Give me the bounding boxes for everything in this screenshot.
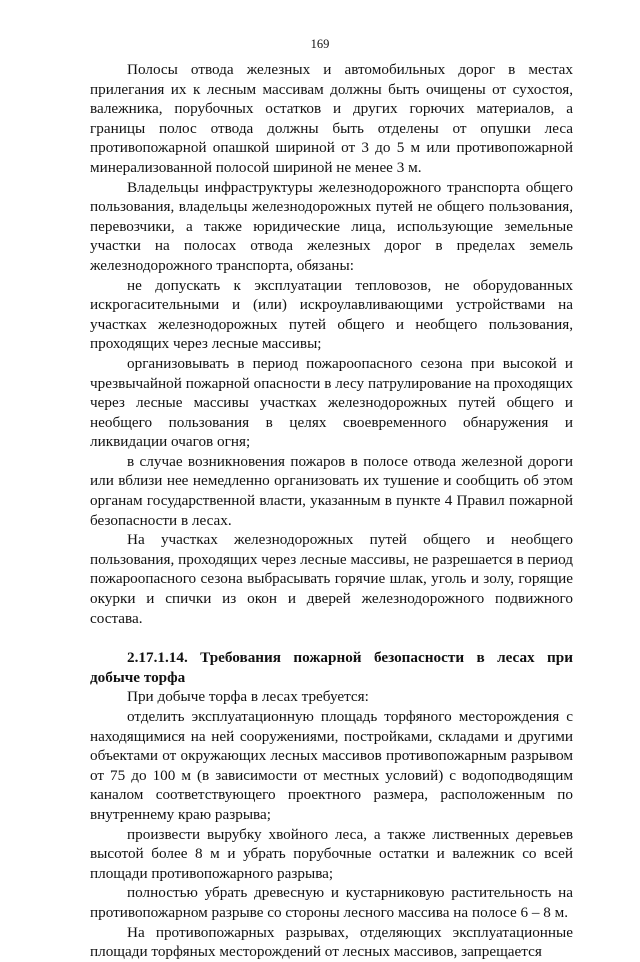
- page-number: 169: [310, 37, 330, 51]
- list-item-separate-operating-area: отделить эксплуатационную площадь торфяного месторождения с находящимися на ней сооружениями, постройками, складами и другими объектами от окружающих лесных массивов противопожарным разрывом от 75 до 100 м (в зависимости от местных условий) с водоподводящим каналом соответствующего проектного размера, расположенным по внутреннему краю разрыва;: [90, 708, 573, 823]
- paragraph-railway-owners-obligations: Владельцы инфраструктуры железнодорожного транспорта общего пользования, владельцы железнодорожных путей не общего пользования, перевозчики, а также юридические лица, использующие земельные участки на полосах отвода железных дорог в пределах земель железнодорожного транспорта, обязаны:: [90, 178, 573, 274]
- list-item-organize-patrols: организовывать в период пожароопасного сезона при высокой и чрезвычайной пожарной опасности в лесу патрулирование на проходящих через лесные массивы участках железнодорожных путей общего и необщего пользования в целях своевременного обнаружения и ликвидации очагов огня;: [90, 354, 573, 451]
- section-heading-peat-extraction: 2.17.1.14. Требования пожарной безопасности в лесах при добыче торфа: [90, 649, 573, 686]
- paragraph-peat-requirements-intro: При добыче торфа в лесах требуется:: [127, 688, 369, 706]
- page-body: [90, 60, 573, 962]
- paragraph-right-of-way-clearing: Полосы отвода железных и автомобильных дорог в местах прилегания их к лесным массивам должны быть очищены от сухостоя, валежника, порубочных остатков и других горючих материалов, а границы полос отвода должны быть отделены от опушки леса противопожарной опашкой шириной от 3 до 5 м или противопожарной минерализованной полосой шириной не менее 3 м.: [90, 61, 573, 176]
- list-item-fire-response: в случае возникновения пожаров в полосе отвода железной дороги или вблизи нее немедленно организовать их тушение и сообщить об этом органам государственной власти, указанным в пункте 4 Правил пожарной безопасности в лесах.: [90, 452, 573, 529]
- paragraph-firebreak-prohibitions: На противопожарных разрывах, отделяющих эксплуатационные площади торфяных месторождений от лесных массивов, запрещается: [90, 923, 573, 961]
- list-item-no-locomotives-without-spark-arresters: не допускать к эксплуатации тепловозов, не оборудованных искрогасительными и (или) искроулавливающими устройствами на участках железнодорожных путей общего и необщего пользования, проходящих через лесные массивы;: [90, 276, 573, 353]
- list-item-remove-vegetation: полностью убрать древесную и кустарниковую растительность на противопожарном разрыве со стороны лесного массива на полосе 6 – 8 м.: [90, 884, 573, 921]
- paragraph-prohibited-discarding: На участках железнодорожных путей общего и необщего пользования, проходящих через лесные массивы, не разрешается в период пожароопасного сезона выбрасывать горячие шлак, уголь и золу, горящие окурки и спички из окон и дверей железнодорожного подвижного состава.: [90, 531, 573, 627]
- list-item-cut-coniferous-forest: произвести вырубку хвойного леса, а также лиственных деревьев высотой более 8 м и убрать порубочные остатки и валежник со всей площади противопожарного разрыва;: [90, 825, 573, 882]
